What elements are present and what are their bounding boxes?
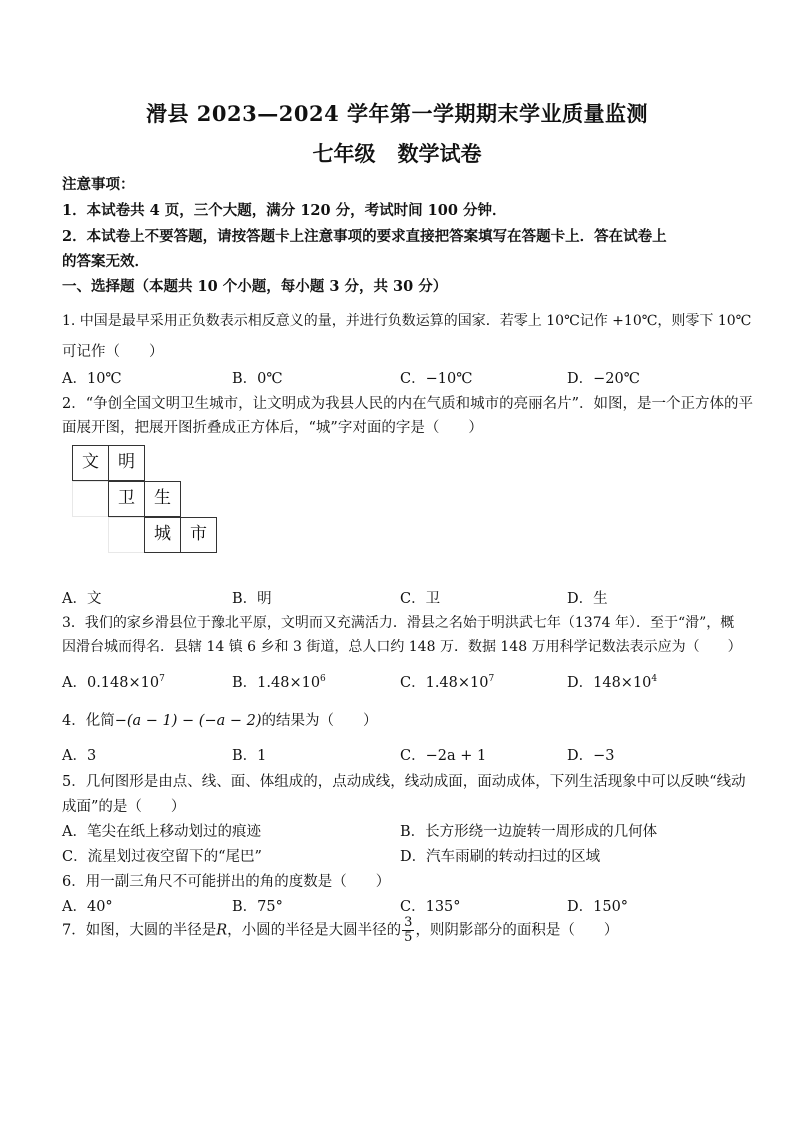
q4-expression: −(a − 1) − (−a − 2) [114,713,262,729]
q6-option-a: A．40° [62,899,113,915]
net-faded-cell [108,517,145,553]
q4-option-d: D．−3 [567,748,615,764]
notes-item-2b: 的答案无效． [62,253,149,270]
q2-stem-cont: 面展开图，把展开图折叠成正方体后，“城”字对面的字是（ ） [62,420,483,436]
net-cell-wen: 文 [72,445,109,481]
q5-option-c: C．流星划过夜空留下的“尾巴” [62,849,262,865]
q3-option-b: B．$1.48\times 10^6$ [232,674,326,691]
q4-stem: 4．化简−(a − 1) − (−a − 2)的结果为（ ） [62,713,378,729]
q2-option-b: B．明 [232,591,272,607]
notes-item-2a: 2．本试卷上不要答题，请按答题卡上注意事项的要求直接把答案填写在答题卡上．答在试卷上 [62,228,667,245]
q1-stem: 1. 中国是最早采用正负数表示相反意义的量，并进行负数运算的国家．若零上 10℃记作 +10℃，则零下 10℃ [62,313,752,329]
net-cell-shi: 市 [180,517,217,553]
q3-option-a: A．$0.148\times 10^7$ [62,674,165,691]
q1-option-a: A．10℃ [62,371,122,387]
q4-option-b: B．1 [232,748,267,764]
q5-option-b: B．长方形绕一边旋转一周形成的几何体 [400,824,658,840]
q1-option-d: D．−20℃ [567,371,640,387]
q5-stem: 5．几何图形是由点、线、面、体组成的，点动成线，线动成面，面动成体，下列生活现象中可以反映“线动 [62,774,746,790]
net-cell-ming: 明 [108,445,145,481]
net-faded-cell [72,481,109,517]
q6-option-b: B．75° [232,899,283,915]
q1-option-b: B．0℃ [232,371,283,387]
section-heading: 一、选择题（本题共 10 个小题，每小题 3 分，共 30 分） [62,278,448,295]
q7-fraction: $\frac{3}{5}$ [404,915,413,945]
q6-stem: 6．用一副三角尺不可能拼出的角的度数是（ ） [62,874,391,890]
exam-subtitle [0,138,794,168]
q3-stem-cont: 因滑台城而得名．县辖 14 镇 6 乡和 3 街道，总人口约 148 万．数据 148 万用科学记数法表示应为（ ） [62,639,742,655]
q3-option-c: C．$1.48\times 10^7$ [400,674,495,691]
q3-option-d: D．$148\times 10^4$ [567,674,658,691]
q5-option-d: D．汽车雨刷的转动扫过的区域 [400,849,601,865]
q4-option-c: C．−2a + 1 [400,748,487,764]
q2-option-c: C．卫 [400,591,441,607]
q5-option-a: A．笔尖在纸上移动划过的痕迹 [62,824,261,840]
q2-option-d: D．生 [567,591,608,607]
q6-option-d: D．150° [567,899,629,915]
subject-label: 数学试卷 [397,141,482,166]
net-cell-cheng: 城 [144,517,181,553]
q7-stem: 7．如图，大圆的半径是R，小圆的半径是大圆半径的 $\frac{3}{5}$ ，则阴影部分的面积是（ ） [62,915,619,945]
notes-item-1: 1．本试卷共 4 页，三个大题，满分 120 分，考试时间 100 分钟． [62,202,507,219]
q2-option-a: A．文 [62,591,102,607]
q1-stem-cont: 可记作（ ） [62,344,164,360]
q5-stem-cont: 成面”的是（ ） [62,799,186,815]
q2-stem: 2．“争创全国文明卫生城市，让文明成为我县人民的内在气质和城市的亮丽名片”．如图，是一个正方体的平 [62,396,754,412]
q1-option-c: C．−10℃ [400,371,473,387]
q6-option-c: C．135° [400,899,461,915]
net-cell-wei: 卫 [108,481,145,517]
q3-stem: 3．我们的家乡滑县位于豫北平原，文明而又充满活力．滑县之名始于明洪武七年（1374 年）．至于“滑”，概 [62,615,735,631]
q4-option-a: A．3 [62,748,97,764]
exam-title: 滑县 2023—2024 学年第一学期期末学业质量监测 [145,101,648,126]
grade-label: 七年级 [312,141,376,166]
notes-heading: 注意事项： [62,176,135,193]
net-cell-sheng: 生 [144,481,181,517]
q7-radius-var: R [216,922,228,939]
